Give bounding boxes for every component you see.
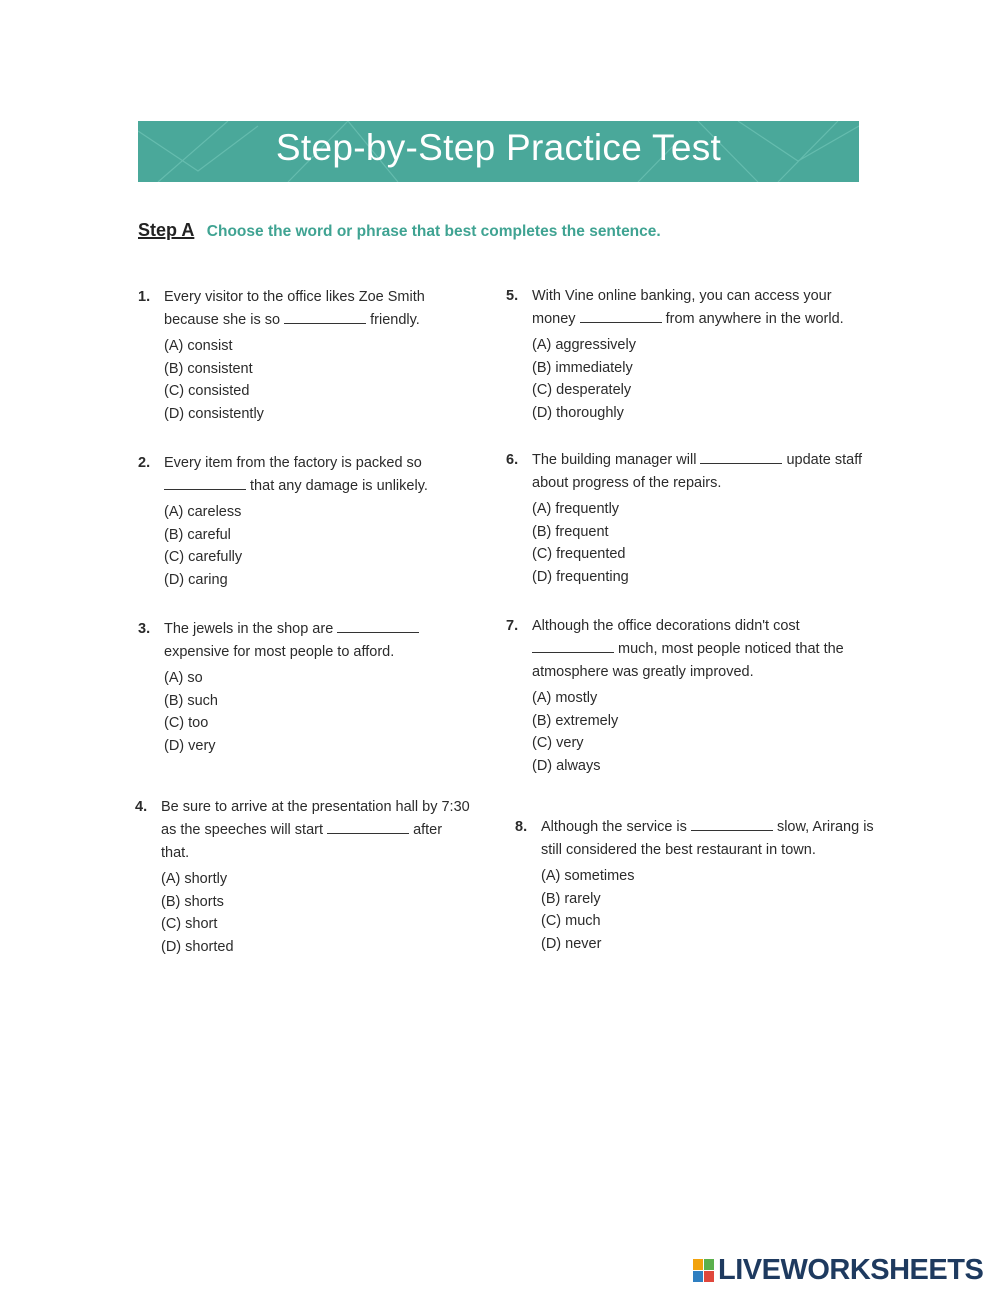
option-b[interactable]: (B) frequent [532,523,609,540]
title-banner [138,121,859,182]
question-number: 6. [506,452,519,468]
logo-icon [693,1259,715,1283]
option-d[interactable]: (D) frequenting [532,568,629,585]
question-4 [135,796,470,958]
question-number: 5. [506,288,519,304]
option-b[interactable]: (B) extremely [532,712,619,729]
question-stem: With Vine online banking, you can access your money from anywhere in the world. [532,288,844,327]
question-stem: The building manager will update staff about progress of the repairs. [532,449,866,495]
option-d[interactable]: (D) consistently [164,405,264,422]
question-3 [138,618,468,757]
question-number: 2. [138,455,151,471]
option-d[interactable]: (D) never [541,935,602,952]
question-2 [138,452,468,591]
answer-blank[interactable] [164,475,246,490]
question-number: 4. [135,799,148,815]
step-instruction: Choose the word or phrase that best completes the sentence. [206,223,661,240]
option-c[interactable]: (C) frequented [532,546,626,562]
answer-blank[interactable] [284,309,366,324]
option-a[interactable]: (A) frequently [532,501,620,517]
question-6 [506,449,866,588]
answer-blank[interactable] [532,638,614,653]
answer-blank[interactable] [700,449,782,464]
option-c[interactable]: (C) carefully [164,549,243,565]
option-a[interactable]: (A) shortly [161,871,228,887]
option-c[interactable]: (C) short [161,916,218,932]
question-stem: Although the office decorations didn't cost much, most people noticed that the atmosphere was greatly improved. [532,618,844,680]
answer-blank[interactable] [337,618,419,633]
option-b[interactable]: (B) shorts [161,893,224,910]
question-stem: Every item from the factory is packed so that any damage is unlikely. [164,455,428,494]
option-b[interactable]: (B) immediately [532,359,633,376]
question-1 [138,286,468,425]
option-a[interactable]: (A) aggressively [532,337,636,353]
question-8 [515,816,875,955]
option-d[interactable]: (D) shorted [161,938,234,955]
question-number: 3. [138,621,151,637]
option-d[interactable]: (D) thoroughly [532,404,624,421]
step-heading [138,220,661,241]
question-number: 8. [515,819,528,835]
option-c[interactable]: (C) consisted [164,383,250,399]
option-b[interactable]: (B) consistent [164,360,253,377]
logo-text: LIVEWORKSHEETS [718,1254,984,1286]
answer-blank[interactable] [691,816,773,831]
question-number: 1. [138,289,151,305]
question-5 [506,285,866,424]
option-c[interactable]: (C) very [532,735,584,751]
option-b[interactable]: (B) rarely [541,890,601,907]
option-c[interactable]: (C) much [541,913,601,929]
option-d[interactable]: (D) very [164,737,216,754]
option-a[interactable]: (A) mostly [532,690,598,706]
option-d[interactable]: (D) always [532,757,601,774]
option-a[interactable]: (A) consist [164,338,233,354]
option-c[interactable]: (C) too [164,715,209,731]
option-a[interactable]: (A) so [164,670,203,686]
question-stem: The jewels in the shop are expensive for most people to afford. [164,618,468,664]
step-label: Step A [138,220,195,240]
question-stem: Be sure to arrive at the presentation hall by 7:30 as the speeches will start after that. [161,799,470,861]
answer-blank[interactable] [327,819,409,834]
question-stem: Although the service is slow, Arirang is still considered the best restaurant in town. [541,816,875,862]
option-c[interactable]: (C) desperately [532,382,632,398]
page-title: Step-by-Step Practice Test [275,127,722,168]
option-d[interactable]: (D) caring [164,571,228,588]
answer-blank[interactable] [580,308,662,323]
option-b[interactable]: (B) such [164,692,218,709]
question-7 [506,615,851,777]
question-stem: Every visitor to the office likes Zoe Smith because she is so friendly. [164,289,425,328]
option-b[interactable]: (B) careful [164,526,231,543]
option-a[interactable]: (A) sometimes [541,868,635,884]
liveworksheets-logo [693,1254,983,1284]
question-number: 7. [506,618,519,634]
option-a[interactable]: (A) careless [164,504,242,520]
